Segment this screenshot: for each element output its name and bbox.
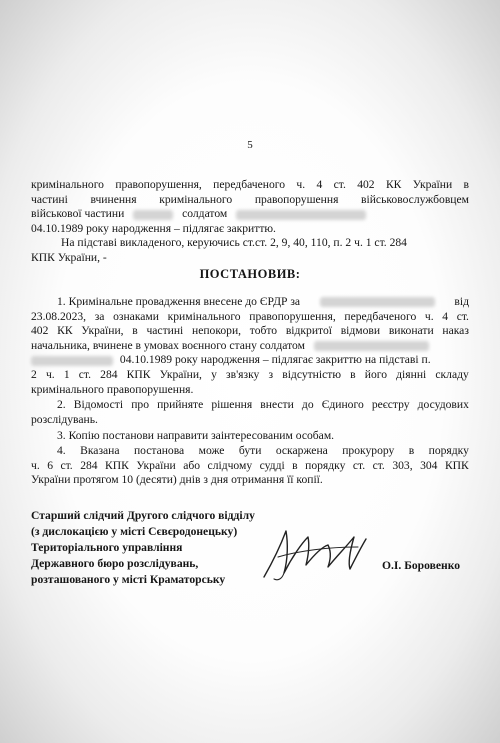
word: кримінального (31, 178, 104, 191)
word: постанова (133, 444, 185, 457)
p3-line-1: 3. Копію постанови направити заінтересованим особам. (57, 429, 335, 442)
p4-line-2 (31, 459, 469, 474)
word: складу (435, 367, 469, 381)
word: в (292, 458, 298, 472)
word: ч. (424, 309, 434, 323)
intro-line-6: КПК України, - (31, 250, 107, 264)
word: 2 (31, 367, 37, 381)
word: 402 (31, 324, 49, 338)
word: може (198, 444, 225, 457)
intro-line-1 (31, 178, 469, 193)
word: наказ (442, 324, 469, 338)
word: України (136, 458, 176, 472)
resolution-item-1 (31, 295, 469, 397)
word: прокурору (342, 444, 395, 457)
word: бути (238, 444, 262, 457)
word: прийняте (157, 398, 204, 411)
word: КК (385, 178, 402, 191)
word: правопорушення (254, 192, 339, 206)
word: до (301, 398, 314, 411)
word: передбаченого (213, 178, 286, 191)
signatory-title-block (31, 508, 255, 588)
word: 4. (57, 444, 66, 457)
word: 4 (316, 178, 323, 191)
word: у (211, 367, 217, 381)
word: частині (146, 324, 184, 338)
word: ч. (296, 178, 306, 191)
redacted-soldier-name (236, 210, 366, 220)
word: кримінального (167, 309, 241, 323)
intro-line-5: На підставі викладеного, керуючись ст.ст. 2, 9, 40, 110, п. 2 ч. 1 ст. 284 (61, 236, 407, 250)
p4-line-3: України протягом 10 (десяти) днів з дня отримання її копії. (31, 473, 323, 487)
word: відмови (340, 324, 381, 338)
intro-paragraph (31, 178, 469, 266)
word: 304 (420, 458, 438, 472)
word: 303, (392, 458, 413, 472)
handwritten-signature (258, 517, 370, 585)
word: судді (259, 458, 285, 472)
word: ознаками (113, 309, 159, 323)
word: КПК (105, 458, 129, 472)
page-number: 5 (247, 139, 253, 151)
signatory-line-3: Територіального управління (31, 541, 183, 554)
word: рішення (211, 398, 253, 411)
word: 284 (100, 367, 118, 381)
redacted-erdr-number (320, 297, 435, 307)
p1-line-1: 1. Кримінальне провадження внесене до ЄРДР за від (57, 295, 469, 308)
word: частині (31, 192, 68, 206)
word: вчинення (90, 192, 137, 206)
word: України, (81, 324, 124, 338)
word: 402 (357, 178, 375, 191)
signatory-line-4: Державного бюро розслідувань, (31, 557, 199, 570)
word: Вказана (80, 444, 120, 457)
p1-line-6 (31, 368, 469, 383)
p2-line-1 (31, 398, 469, 413)
word: в (350, 367, 356, 381)
word: з (268, 367, 274, 381)
word: передбаченого (344, 309, 417, 323)
word: або (183, 458, 201, 472)
p1-line-2 (31, 310, 469, 325)
word: України (412, 178, 453, 191)
redacted-soldier-name-3 (31, 356, 113, 366)
word: діянні (396, 367, 427, 381)
word: ст. (372, 458, 385, 472)
word: КПК (126, 367, 151, 381)
resolution-item-3 (31, 429, 469, 444)
resolution-item-4 (31, 444, 469, 488)
word: внести (260, 398, 294, 411)
p1-line-4: начальника, вчинене в умовах воєнного стану солдатом (31, 339, 469, 354)
word: в (463, 178, 469, 191)
word: Єдиного (321, 398, 364, 411)
word: в (132, 324, 138, 338)
intro-line-4: 04.10.1989 року народження – підлягає закриттю. (31, 221, 276, 235)
word: ст. (333, 178, 346, 191)
word: за (94, 309, 105, 323)
word: його (364, 367, 388, 381)
word: КПК (444, 458, 469, 472)
word: реєстру (371, 398, 410, 411)
word: КК (57, 324, 73, 338)
word: оскаржена (275, 444, 328, 457)
word: ст. (456, 309, 469, 323)
word: ч. (45, 367, 55, 381)
p1-line-3 (31, 324, 469, 339)
word: зв'язку (226, 367, 260, 381)
word: кримінального (159, 192, 233, 206)
word: військовослужбовцем (361, 192, 469, 206)
word: відсутністю (282, 367, 341, 381)
word: 23.08.2023, (31, 309, 87, 323)
word: ст. (352, 458, 366, 472)
signatory-line-1: Старший слідчий Другого слідчого відділу (31, 509, 255, 522)
word: 284 (80, 458, 98, 472)
intro-line-2 (31, 193, 469, 208)
word: ч. (31, 458, 40, 472)
p2-line-2: розслідувань. (31, 412, 98, 426)
redacted-soldier-name-2 (314, 341, 429, 351)
word: України, (159, 367, 202, 381)
word: 1 (63, 367, 70, 381)
word: слідчому (207, 458, 253, 472)
word: ст. (78, 367, 91, 381)
word: 2. (57, 398, 66, 411)
word: порядку (305, 458, 346, 472)
word: досудових (417, 398, 469, 411)
word: в (408, 444, 415, 457)
word: порядку (428, 444, 469, 457)
p4-line-1 (31, 444, 469, 459)
word: правопорушення, (249, 309, 336, 323)
redacted-unit-number (133, 210, 173, 220)
word: 4 (442, 309, 449, 323)
signatory-line-5: розташованого у місті Краматорську (31, 573, 226, 586)
word: тобто (249, 324, 278, 338)
signatory-name: О.І. Боровенко (382, 559, 461, 572)
intro-line-3: військової частини солдатом (31, 207, 469, 222)
word: про (131, 398, 149, 411)
resolution-item-2 (31, 398, 469, 427)
signatory-line-2: (з дислокацією у місті Сєвєродонецьку) (31, 525, 238, 538)
word: Відомості (73, 398, 124, 411)
word: правопорушення, (115, 178, 202, 191)
p1-line-5: 04.10.1989 року народження – підлягає закриттю на підставі п. (31, 353, 469, 368)
word: ст. (60, 458, 73, 472)
word: виконати (388, 324, 434, 338)
p1-line-7: кримінального правопорушення. (31, 382, 194, 396)
word: непокори, (191, 324, 242, 338)
word: 6 (47, 458, 53, 472)
word: відкритої (285, 324, 332, 338)
resolution-heading: ПОСТАНОВИВ: (199, 267, 301, 281)
